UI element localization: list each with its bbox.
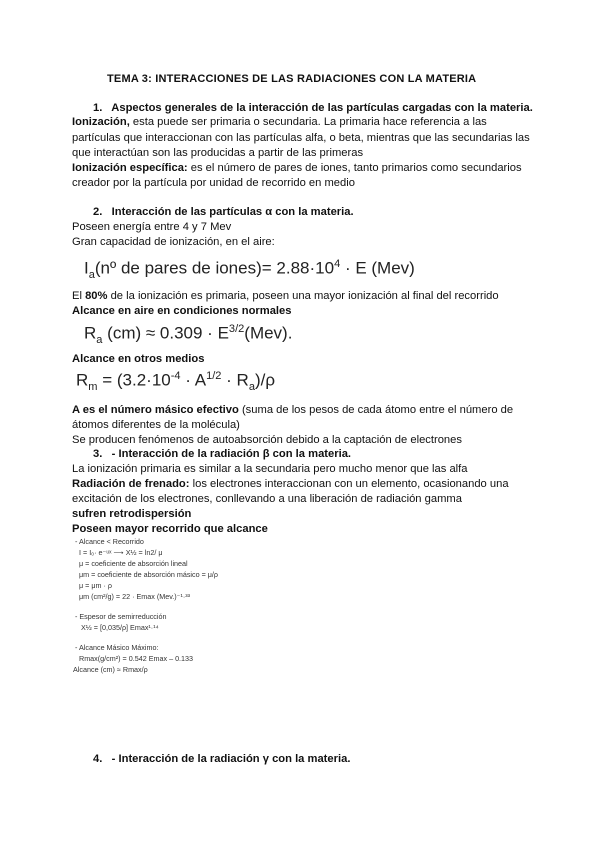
- section-3-number: 3.: [93, 448, 103, 460]
- formula2-sub: a: [96, 334, 103, 347]
- formula2-part-c: (Mev).: [244, 323, 293, 343]
- specific-ionization-line1: [72, 161, 522, 175]
- formula2-part-b: (cm) ≈ 0.309 · E: [102, 323, 229, 343]
- section-3-title: - Interacción de la radiación β con la materia.: [111, 448, 352, 460]
- section-1-number: 1.: [93, 102, 103, 114]
- alpha-energy-text: Poseen energía entre 4 y 7 Mev: [72, 221, 232, 233]
- formula3-part-d: · R: [221, 370, 249, 390]
- bremsstrahlung-text-2: excitación de los electrones, conllevando a una liberación de radiación gamma: [72, 493, 462, 505]
- beta-notes-image: [75, 536, 218, 675]
- formula1-part-c: · E (Mev): [340, 258, 415, 278]
- ionization-paragraph-line1: [72, 115, 487, 129]
- section-1-title: Aspectos generales de la interacción de las partículas cargadas con la materia.: [111, 102, 533, 114]
- section-4-number: 4.: [93, 753, 103, 765]
- formula3-sup2: 1/2: [206, 370, 222, 382]
- section-2-number: 2.: [93, 206, 103, 218]
- section-4-title: - Interacción de la radiación γ con la materia.: [111, 753, 351, 765]
- specific-ionization-text-2: creador por la partícula por unidad de recorrido en medio: [72, 177, 355, 189]
- self-absorption-text: Se producen fenómenos de autoabsorción debido a la captación de electrones: [72, 434, 462, 446]
- formula3-sub2: a: [248, 381, 255, 394]
- mass-number-text-2: átomos diferentes de la molécula): [72, 419, 240, 431]
- formula2-sup: 3/2: [228, 323, 245, 335]
- note-line: Rmax(g/cm²) = 0.542 Emax – 0.133: [79, 654, 194, 663]
- specific-ionization-term: Ionización específica:: [72, 162, 188, 174]
- range-other-heading: Alcance en otros medios: [72, 353, 205, 365]
- range-air-formula: [84, 323, 292, 346]
- formula2-part-a: R: [84, 323, 97, 343]
- mass-number-line1: [72, 403, 513, 417]
- primary-ionization-text: [72, 289, 499, 303]
- ionization-formula: [84, 258, 415, 281]
- primary-ionization-percent: 80%: [85, 290, 108, 302]
- section-2-title: Interacción de las partículas α con la materia.: [111, 206, 354, 218]
- ionization-text-3: que interactúan son las producidas a partir de las primeras: [72, 147, 364, 159]
- range-air-heading: Alcance en aire en condiciones normales: [72, 305, 292, 317]
- note-line: μm (cm²/g) = 22 · Emax (Mev.)⁻¹·³³: [79, 592, 191, 601]
- section-3-heading: [93, 447, 351, 461]
- mass-number-term: A es el número másico efectivo: [72, 404, 239, 416]
- ionization-text-2: partículas que interaccionan con las partículas alfa, o beta, mientras que las secundarias las: [72, 132, 530, 144]
- specific-ionization-text-1: es el número de pares de iones, tanto primarios como secundarios: [187, 162, 522, 174]
- formula3-sup1: -4: [170, 370, 181, 382]
- formula3-part-a: R: [76, 370, 89, 390]
- note-line: - Espesor de semirreducción: [75, 612, 167, 621]
- formula3-part-b: = (3.2·10: [97, 370, 171, 390]
- formula1-part-b: (nº de pares de iones)= 2.88·10: [94, 258, 335, 278]
- section-4-heading: [93, 752, 350, 766]
- section-2-heading: [93, 205, 354, 219]
- formula1-sup: 4: [334, 258, 341, 270]
- formula1-part-a: I: [84, 258, 89, 278]
- bremsstrahlung-line1: [72, 477, 509, 491]
- note-line: - Alcance < Recorrido: [75, 537, 144, 546]
- note-line: - Alcance Másico Máximo:: [75, 643, 159, 652]
- formula3-part-e: )/ρ: [254, 370, 276, 390]
- formula3-part-c: · A: [180, 370, 207, 390]
- section-1-heading: [93, 101, 533, 115]
- primary-ionization-a: El: [72, 290, 86, 302]
- formula1-sub: a: [88, 269, 95, 282]
- bremsstrahlung-term: Radiación de frenado:: [72, 478, 190, 490]
- formula3-sub: m: [88, 381, 98, 394]
- note-line: μ = coeficiente de absorción lineal: [79, 559, 188, 568]
- backscatter-text: sufren retrodispersión: [72, 508, 192, 520]
- primary-ionization-c: de la ionización es primaria, poseen una mayor ionización al final del recorrido: [107, 290, 499, 302]
- page-title: TEMA 3: INTERACCIONES DE LAS RADIACIONES CON LA MATERIA: [107, 73, 477, 85]
- bremsstrahlung-text-1: los electrones interaccionan con un elemento, ocasionando una: [189, 478, 509, 490]
- range-other-formula: [76, 370, 275, 393]
- mass-number-text-1: (suma de los pesos de cada átomo entre el número de: [238, 404, 514, 416]
- note-line: μ = μm · ρ: [79, 581, 112, 590]
- note-line: μm = coeficiente de absorción másico = μ/ρ: [79, 570, 219, 579]
- ionization-term: Ionización,: [72, 116, 130, 128]
- note-line: Alcance (cm) ≈ Rmax/ρ: [73, 665, 148, 674]
- path-vs-range-text: Poseen mayor recorrido que alcance: [72, 523, 268, 535]
- note-line: I = I₀· e⁻ᵘˣ ⟶ X½ = ln2/ μ: [79, 548, 163, 557]
- ionization-text-1: esta puede ser primaria o secundaria. La primaria hace referencia a las: [129, 116, 487, 128]
- note-line: X½ = [0,035/ρ] Emax¹·¹⁴: [81, 623, 159, 632]
- beta-ionization-text: La ionización primaria es similar a la secundaria pero mucho menor que las alfa: [72, 463, 468, 475]
- alpha-ionization-capacity-text: Gran capacidad de ionización, en el aire:: [72, 236, 275, 248]
